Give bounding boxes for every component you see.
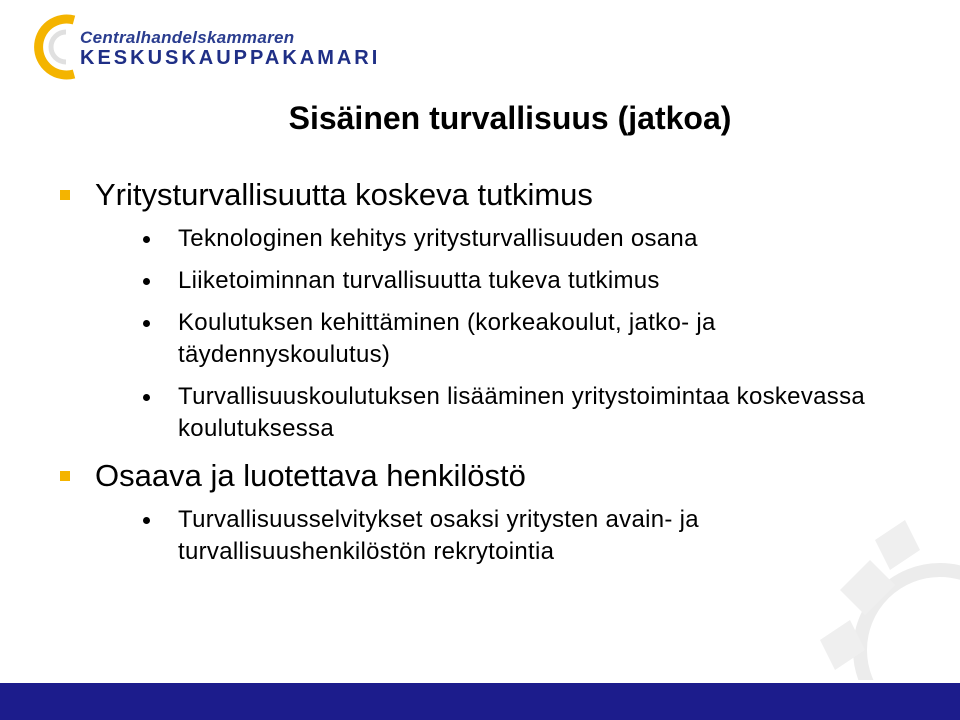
round-bullet-icon xyxy=(143,320,150,327)
list-item-text: Liiketoiminnan turvallisuutta tukeva tutkimus xyxy=(178,267,660,294)
round-bullet-icon xyxy=(143,394,150,401)
list-item-text: Turvallisuusselvitykset osaksi yritysten avain- ja turvallisuushenkilöstön rekrytointia xyxy=(178,506,699,565)
footer-bar xyxy=(0,683,960,720)
section-heading-2 xyxy=(60,457,920,494)
chamber-logo-icon xyxy=(34,14,80,80)
gear-watermark-icon xyxy=(800,500,960,680)
slide-title: Sisäinen turvallisuus (jatkoa) xyxy=(288,100,732,136)
list-item xyxy=(143,223,920,255)
slide-content xyxy=(60,176,920,578)
list-item-text: Turvallisuuskoulutuksen lisääminen yritystoimintaa koskevassa koulutuksessa xyxy=(178,383,866,442)
list-item-text: Koulutuksen kehittäminen (korkeakoulut, jatko- ja täydennyskoulutus) xyxy=(178,309,716,368)
logo-text-line2: KESKUSKAUPPAKAMARI xyxy=(80,47,381,69)
list-item xyxy=(143,265,920,297)
square-bullet-icon xyxy=(60,190,70,200)
logo xyxy=(34,14,381,84)
round-bullet-icon xyxy=(143,278,150,285)
logo-text-line1: Centralhandelskammaren xyxy=(80,28,295,47)
square-bullet-icon xyxy=(60,471,70,481)
list-item-text: Teknologinen kehitys yritysturvallisuuden osana xyxy=(178,225,698,252)
round-bullet-icon xyxy=(143,236,150,243)
section-heading-text: Yritysturvallisuutta koskeva tutkimus xyxy=(95,177,593,212)
section-heading-text: Osaava ja luotettava henkilöstö xyxy=(95,458,526,493)
round-bullet-icon xyxy=(143,517,150,524)
list-item xyxy=(143,381,920,445)
list-item xyxy=(143,307,920,371)
section-heading-1 xyxy=(60,176,920,213)
